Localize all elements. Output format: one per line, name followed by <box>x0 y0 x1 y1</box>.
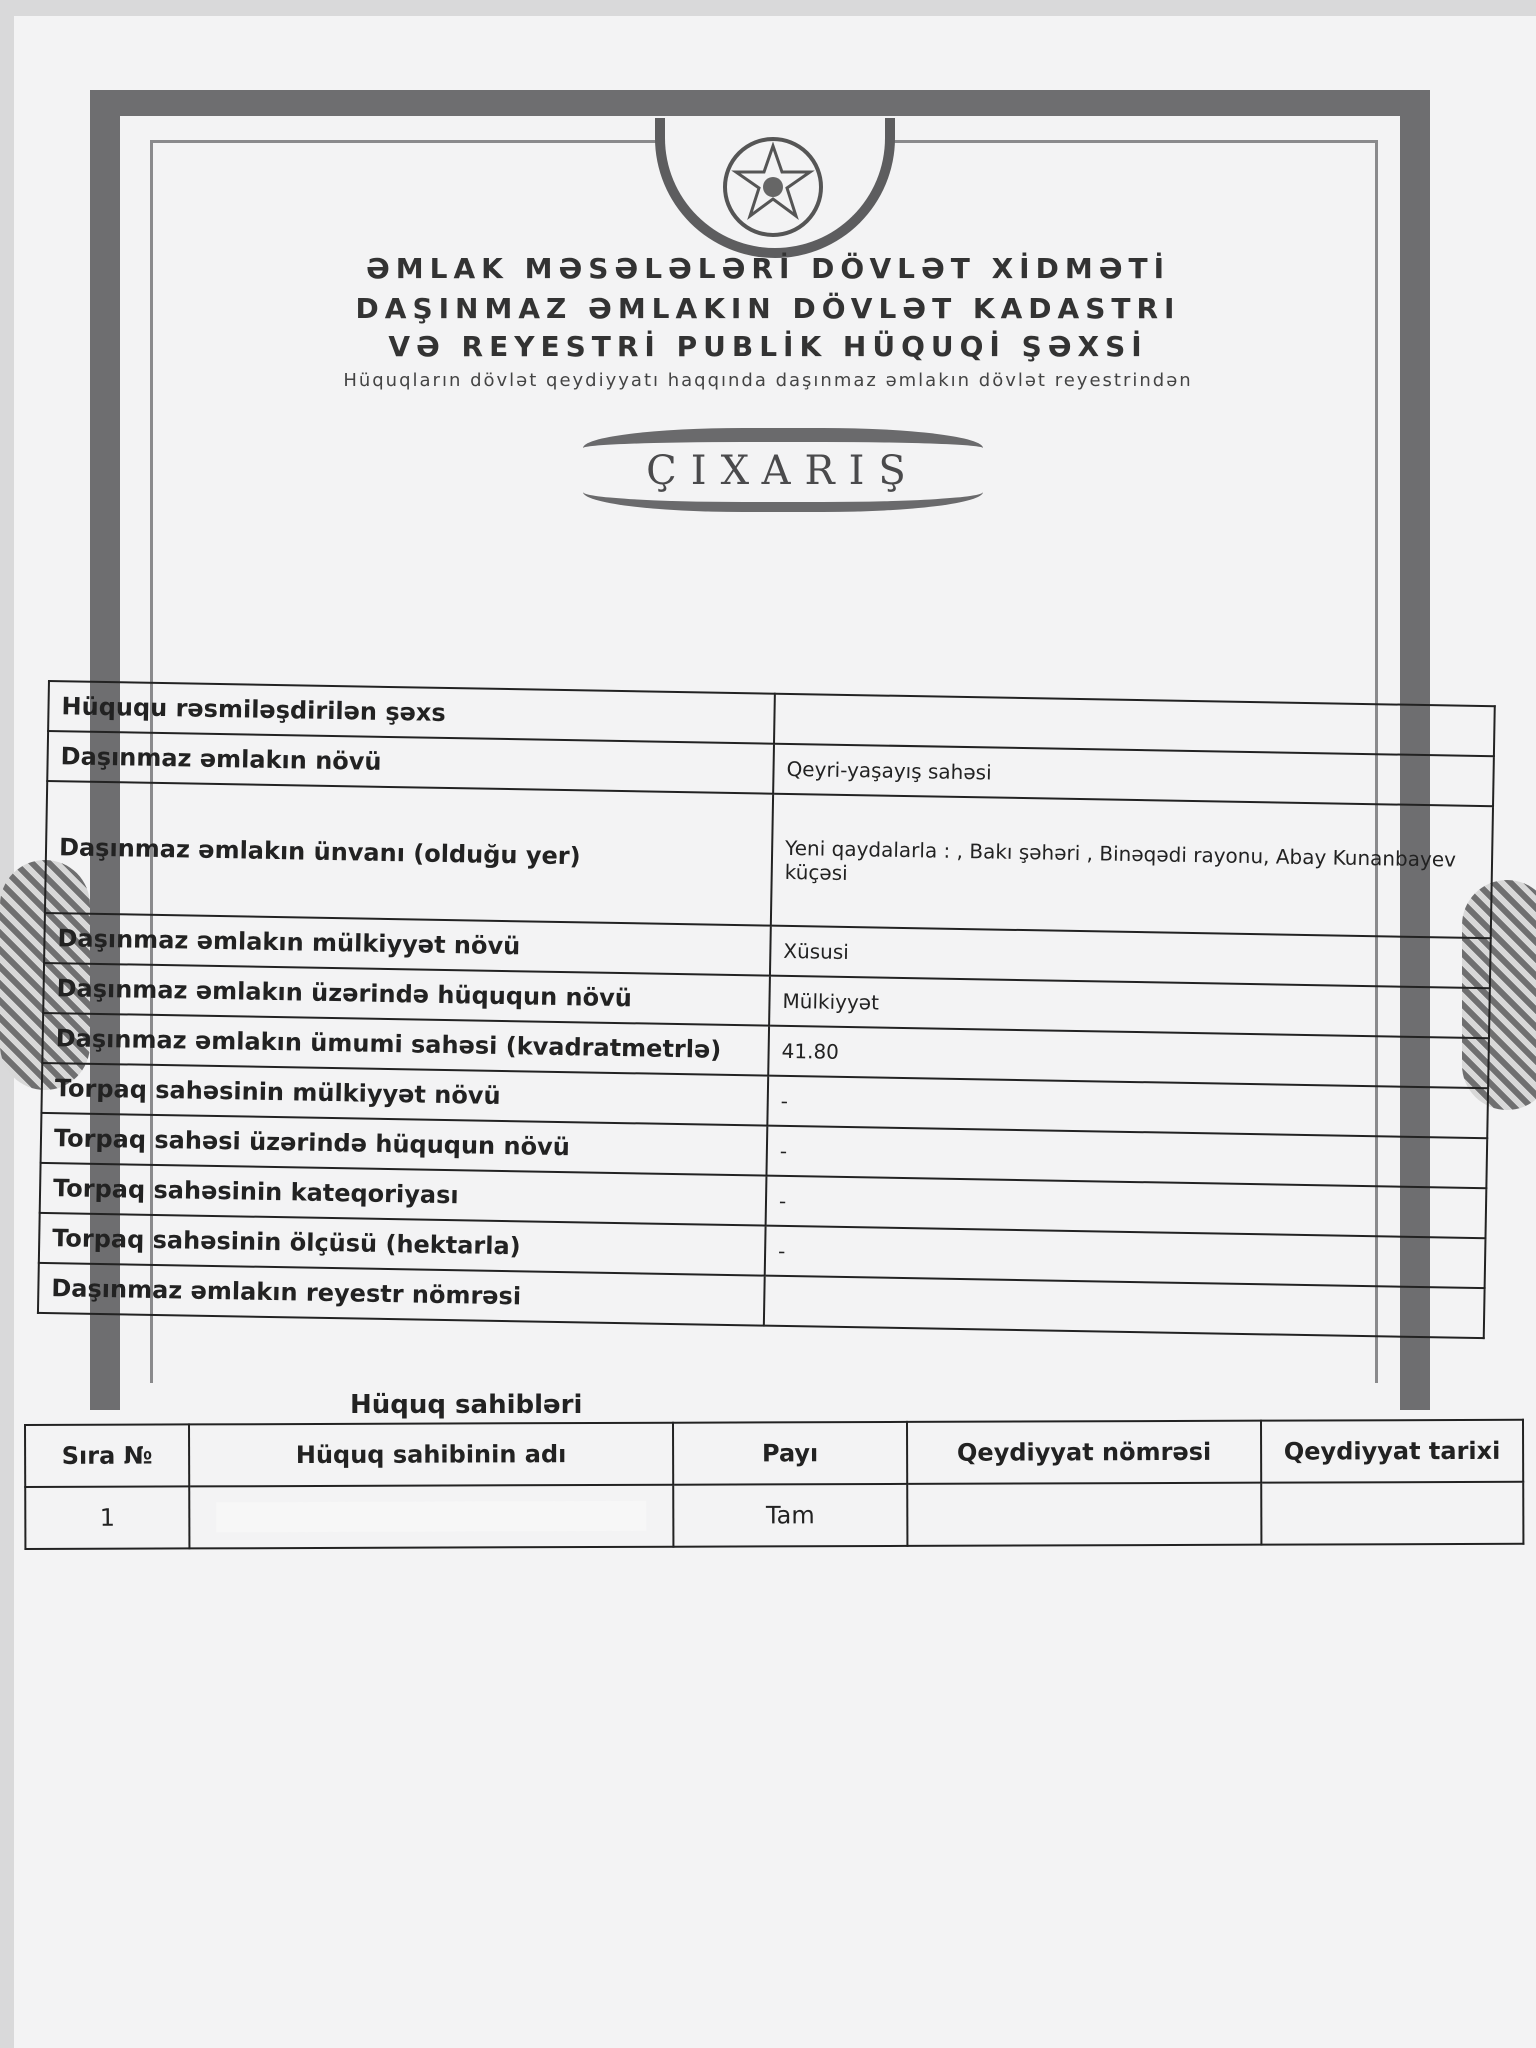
col-header-reg-no: Qeydiyyat nömrəsi <box>907 1421 1261 1484</box>
property-info-table <box>37 680 1496 1339</box>
table-row <box>45 781 1493 938</box>
document-title: ÇIXARIŞ <box>646 448 920 494</box>
row-label: Daşınmaz əmlakın ünvanı (olduğu yer) <box>45 781 773 926</box>
owners-section-title: Hüquq sahibləri <box>350 1390 583 1420</box>
owner-reg-no <box>907 1483 1261 1546</box>
col-header-share: Payı <box>673 1422 907 1485</box>
row-value: Xüsusi <box>770 926 1491 989</box>
row-label: Torpaq sahəsinin kateqoriyası <box>40 1163 767 1226</box>
header-subtitle: Hüquqların dövlət qeydiyyatı haqqında daşınmaz əmlakın dövlət reyestrindən <box>343 370 1193 391</box>
row-label: Torpaq sahəsi üzərində hüququn növü <box>41 1113 768 1176</box>
row-label: Daşınmaz əmlakın növü <box>47 731 774 794</box>
owner-name <box>189 1485 673 1549</box>
row-value: Yeni qaydalarla : , Bakı şəhəri , Binəqədi rayonu, Abay Kunanbayev küçəsi <box>771 794 1493 939</box>
header-line-3: VƏ REYESTRİ PUBLİK HÜQUQİ ŞƏXSİ <box>388 330 1148 363</box>
row-label: Daşınmaz əmlakın ümumi sahəsi (kvadratmetrlə) <box>42 1013 769 1076</box>
owner-reg-date <box>1261 1482 1523 1545</box>
col-header-name: Hüquq sahibinin adı <box>189 1423 673 1487</box>
owners-table <box>24 1419 1524 1550</box>
owners-header-row <box>25 1420 1523 1487</box>
col-header-no: Sıra № <box>25 1424 189 1487</box>
row-value: - <box>766 1176 1487 1239</box>
row-value: Mülkiyyət <box>769 976 1490 1039</box>
row-label: Daşınmaz əmlakın üzərində hüququn növü <box>43 963 770 1026</box>
col-header-reg-date: Qeydiyyat tarixi <box>1261 1420 1523 1483</box>
row-label: Hüququ rəsmiləşdirilən şəxs <box>48 681 775 744</box>
row-value: - <box>765 1226 1486 1289</box>
header-line-1: ƏMLAK MƏSƏLƏLƏRİ DÖVLƏT XİDMƏTİ <box>366 252 1170 285</box>
owner-no: 1 <box>25 1486 189 1549</box>
row-label: Daşınmaz əmlakın reyestr nömrəsi <box>38 1263 765 1326</box>
owner-share: Tam <box>673 1484 907 1547</box>
table-row <box>25 1482 1523 1549</box>
row-label: Torpaq sahəsinin mülkiyyət növü <box>41 1063 768 1126</box>
row-label: Torpaq sahəsinin ölçüsü (hektarla) <box>39 1213 766 1276</box>
row-value: - <box>767 1076 1488 1139</box>
redacted-block <box>216 1501 646 1533</box>
row-value: Qeyri-yaşayış sahəsi <box>773 744 1494 807</box>
row-value: - <box>766 1126 1487 1189</box>
azerbaijan-emblem-icon <box>718 132 828 242</box>
header-line-2: DAŞINMAZ ƏMLAKIN DÖVLƏT KADASTRI <box>355 292 1181 325</box>
row-label: Daşınmaz əmlakın mülkiyyət növü <box>44 913 771 976</box>
row-value: 41.80 <box>768 1026 1489 1089</box>
